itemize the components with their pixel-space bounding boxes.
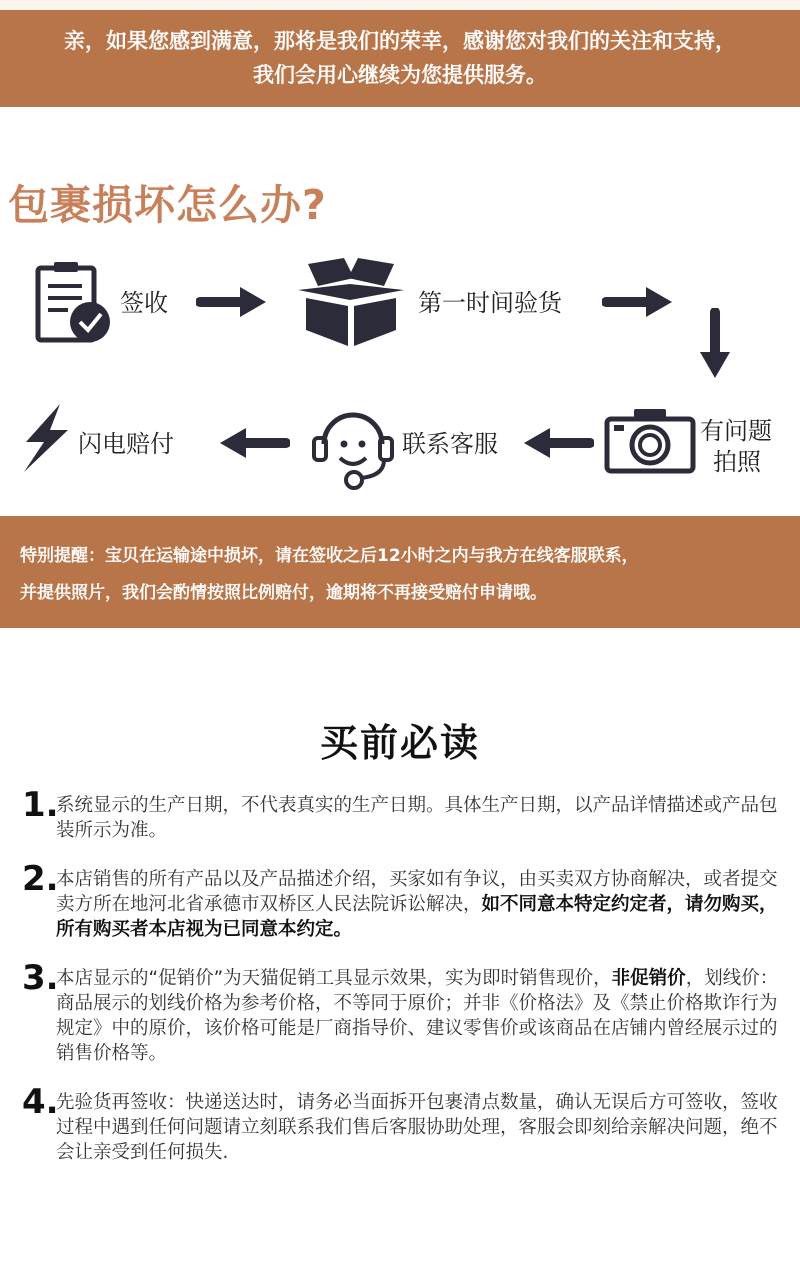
top-strip <box>0 0 800 10</box>
rule-text-normal: 本店销售的所有产品以及产品描述介绍，买家如有争议，由买卖双方协商解决，或者提交卖方所在地河北省承德市双桥区人民法院诉讼解决， <box>56 869 778 915</box>
step-inspect-label: 第一时间验货 <box>418 289 562 317</box>
notice-line-1: 特别提醒：宝贝在运输途中损坏，请在签收之后12小时之内与我方在线客服联系， <box>20 546 639 566</box>
rule-text <box>56 966 786 1066</box>
rule-text-bold: 如不同意本特定约定者，请勿购买，所有购买者本店视为已同意本约定。 <box>56 894 778 940</box>
step-photo-label-2: 拍照 <box>713 448 761 476</box>
rule-text-bold: 非促销价 <box>611 968 686 989</box>
arrow-down-icon <box>696 308 734 380</box>
rule-number: 2. <box>22 859 59 899</box>
step-sign-label: 签收 <box>120 289 168 317</box>
damage-heading: 包裹损坏怎么办? <box>8 181 327 229</box>
step-compensation-label: 闪电赔付 <box>78 430 174 458</box>
lightning-icon <box>20 402 72 474</box>
step-contact-label: 联系客服 <box>402 430 498 458</box>
rules-title: 买前必读 <box>319 721 480 765</box>
step-photo-label-1: 有问题 <box>700 417 772 445</box>
headset-icon <box>308 404 398 492</box>
rule-text <box>56 867 786 942</box>
arrow-left-icon <box>218 424 290 462</box>
arrow-right-icon <box>196 283 268 321</box>
rule-text: 先验货再签收：快递送达时，请务必当面拆开包裹清点数量，确认无误后方可签收，签收过程中遇到任何问题请立刻联系我们售后客服协助处理，客服会即刻给亲解决问题，绝不会让亲受到任何损失. <box>56 1092 778 1163</box>
open-box-icon <box>296 256 406 348</box>
banner-line-2: 我们会用心继续为您提供服务。 <box>253 63 547 87</box>
thank-you-banner <box>0 10 800 107</box>
banner-line-1: 亲，如果您感到满意，那将是我们的荣幸，感谢您对我们的关注和支持， <box>64 29 736 53</box>
camera-icon <box>604 405 696 475</box>
rule-text: 系统显示的生产日期，不代表真实的生产日期。具体生产日期，以产品详情描述或产品包装所示为准。 <box>56 795 778 841</box>
arrow-left-icon <box>522 424 594 462</box>
rule-text-normal-2: ，划线价：商品展示的划线价格为参考价格，不等同于原价；并非《价格法》及《禁止价格欺诈行为规定》中的原价，该价格可能是厂商指导价、建议零售价或该商品在店铺内曾经展示过的销售价格等。 <box>56 968 779 1064</box>
rule-number: 1. <box>22 785 59 825</box>
rule-number: 4. <box>22 1082 59 1122</box>
notice-line-2: 并提供照片，我们会酌情按照比例赔付，逾期将不再接受赔付申请哦。 <box>20 583 547 603</box>
special-notice <box>0 516 800 628</box>
rule-number: 3. <box>22 958 59 998</box>
arrow-right-icon <box>602 283 674 321</box>
clipboard-check-icon <box>34 260 112 346</box>
rule-text-normal: 本店显示的“促销价”为天猫促销工具显示效果，实为即时销售现价， <box>56 968 612 989</box>
